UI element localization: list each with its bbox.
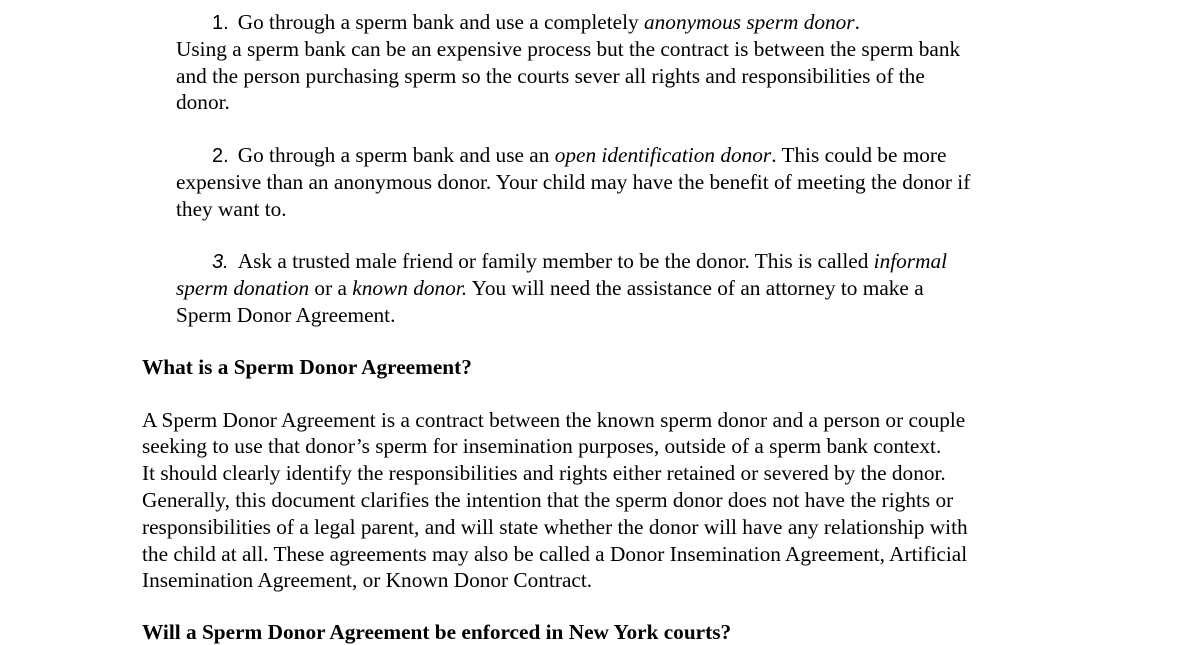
emphasis-text: anonymous sperm donor [644,10,855,34]
emphasis-text: known donor. [352,276,468,300]
list-text: Ask a trusted male friend or family member to be the donor. This is called [237,249,874,273]
emphasis-text: open identification donor [554,143,772,167]
list-item-3-line-3: Sperm Donor Agreement. [176,303,396,327]
list-number: 3. [212,251,229,273]
list-text: Go through a sperm bank and use a completely [237,10,644,34]
list-text: You will need the assistance of an attorney to make a [467,276,924,300]
paragraph-line-3: It should clearly identify the responsibilities and rights either retained or severed by the donor. [142,461,946,485]
list-item-2-first-line [212,142,946,169]
paragraph-line-6: the child at all. These agreements may also be called a Donor Insemination Agreement, Artificial [142,542,968,566]
paragraph-line-4: Generally, this document clarifies the intention that the sperm donor does not have the rights or [142,488,954,512]
list-item-1-line-4: donor. [176,90,230,114]
list-number: 2. [212,145,229,167]
list-item-2-line-3: they want to. [176,197,287,221]
list-text: or a [309,276,353,300]
list-item-1-line-2: Using a sperm bank can be an expensive process but the contract is between the sperm bank [176,37,961,61]
emphasis-text: sperm donation [176,276,310,300]
paragraph-line-5: responsibilities of a legal parent, and will state whether the donor will have any relationship with [142,515,968,539]
section-heading: What is a Sperm Donor Agreement? [142,355,472,379]
paragraph-line-2: seeking to use that donor’s sperm for insemination purposes, outside of a sperm bank context. [142,434,942,458]
list-text: Go through a sperm bank and use an [237,143,555,167]
list-text: . This could be more [771,143,947,167]
list-number: 1. [212,12,229,34]
paragraph-line-1: A Sperm Donor Agreement is a contract between the known sperm donor and a person or couple [142,408,966,432]
list-item-3-line-2 [176,275,924,301]
list-item-1-line-3: and the person purchasing sperm so the courts sever all rights and responsibilities of the [176,64,925,88]
list-text: . [854,10,860,34]
list-item-3-first-line [212,248,947,275]
list-item-1-first-line [212,9,860,36]
next-section-heading: Will a Sperm Donor Agreement be enforced in New York courts? [142,620,732,644]
paragraph-line-7: Insemination Agreement, or Known Donor Contract. [142,568,593,592]
list-item-2-line-2: expensive than an anonymous donor. Your child may have the benefit of meeting the donor if [176,170,971,194]
emphasis-text: informal [873,249,948,273]
